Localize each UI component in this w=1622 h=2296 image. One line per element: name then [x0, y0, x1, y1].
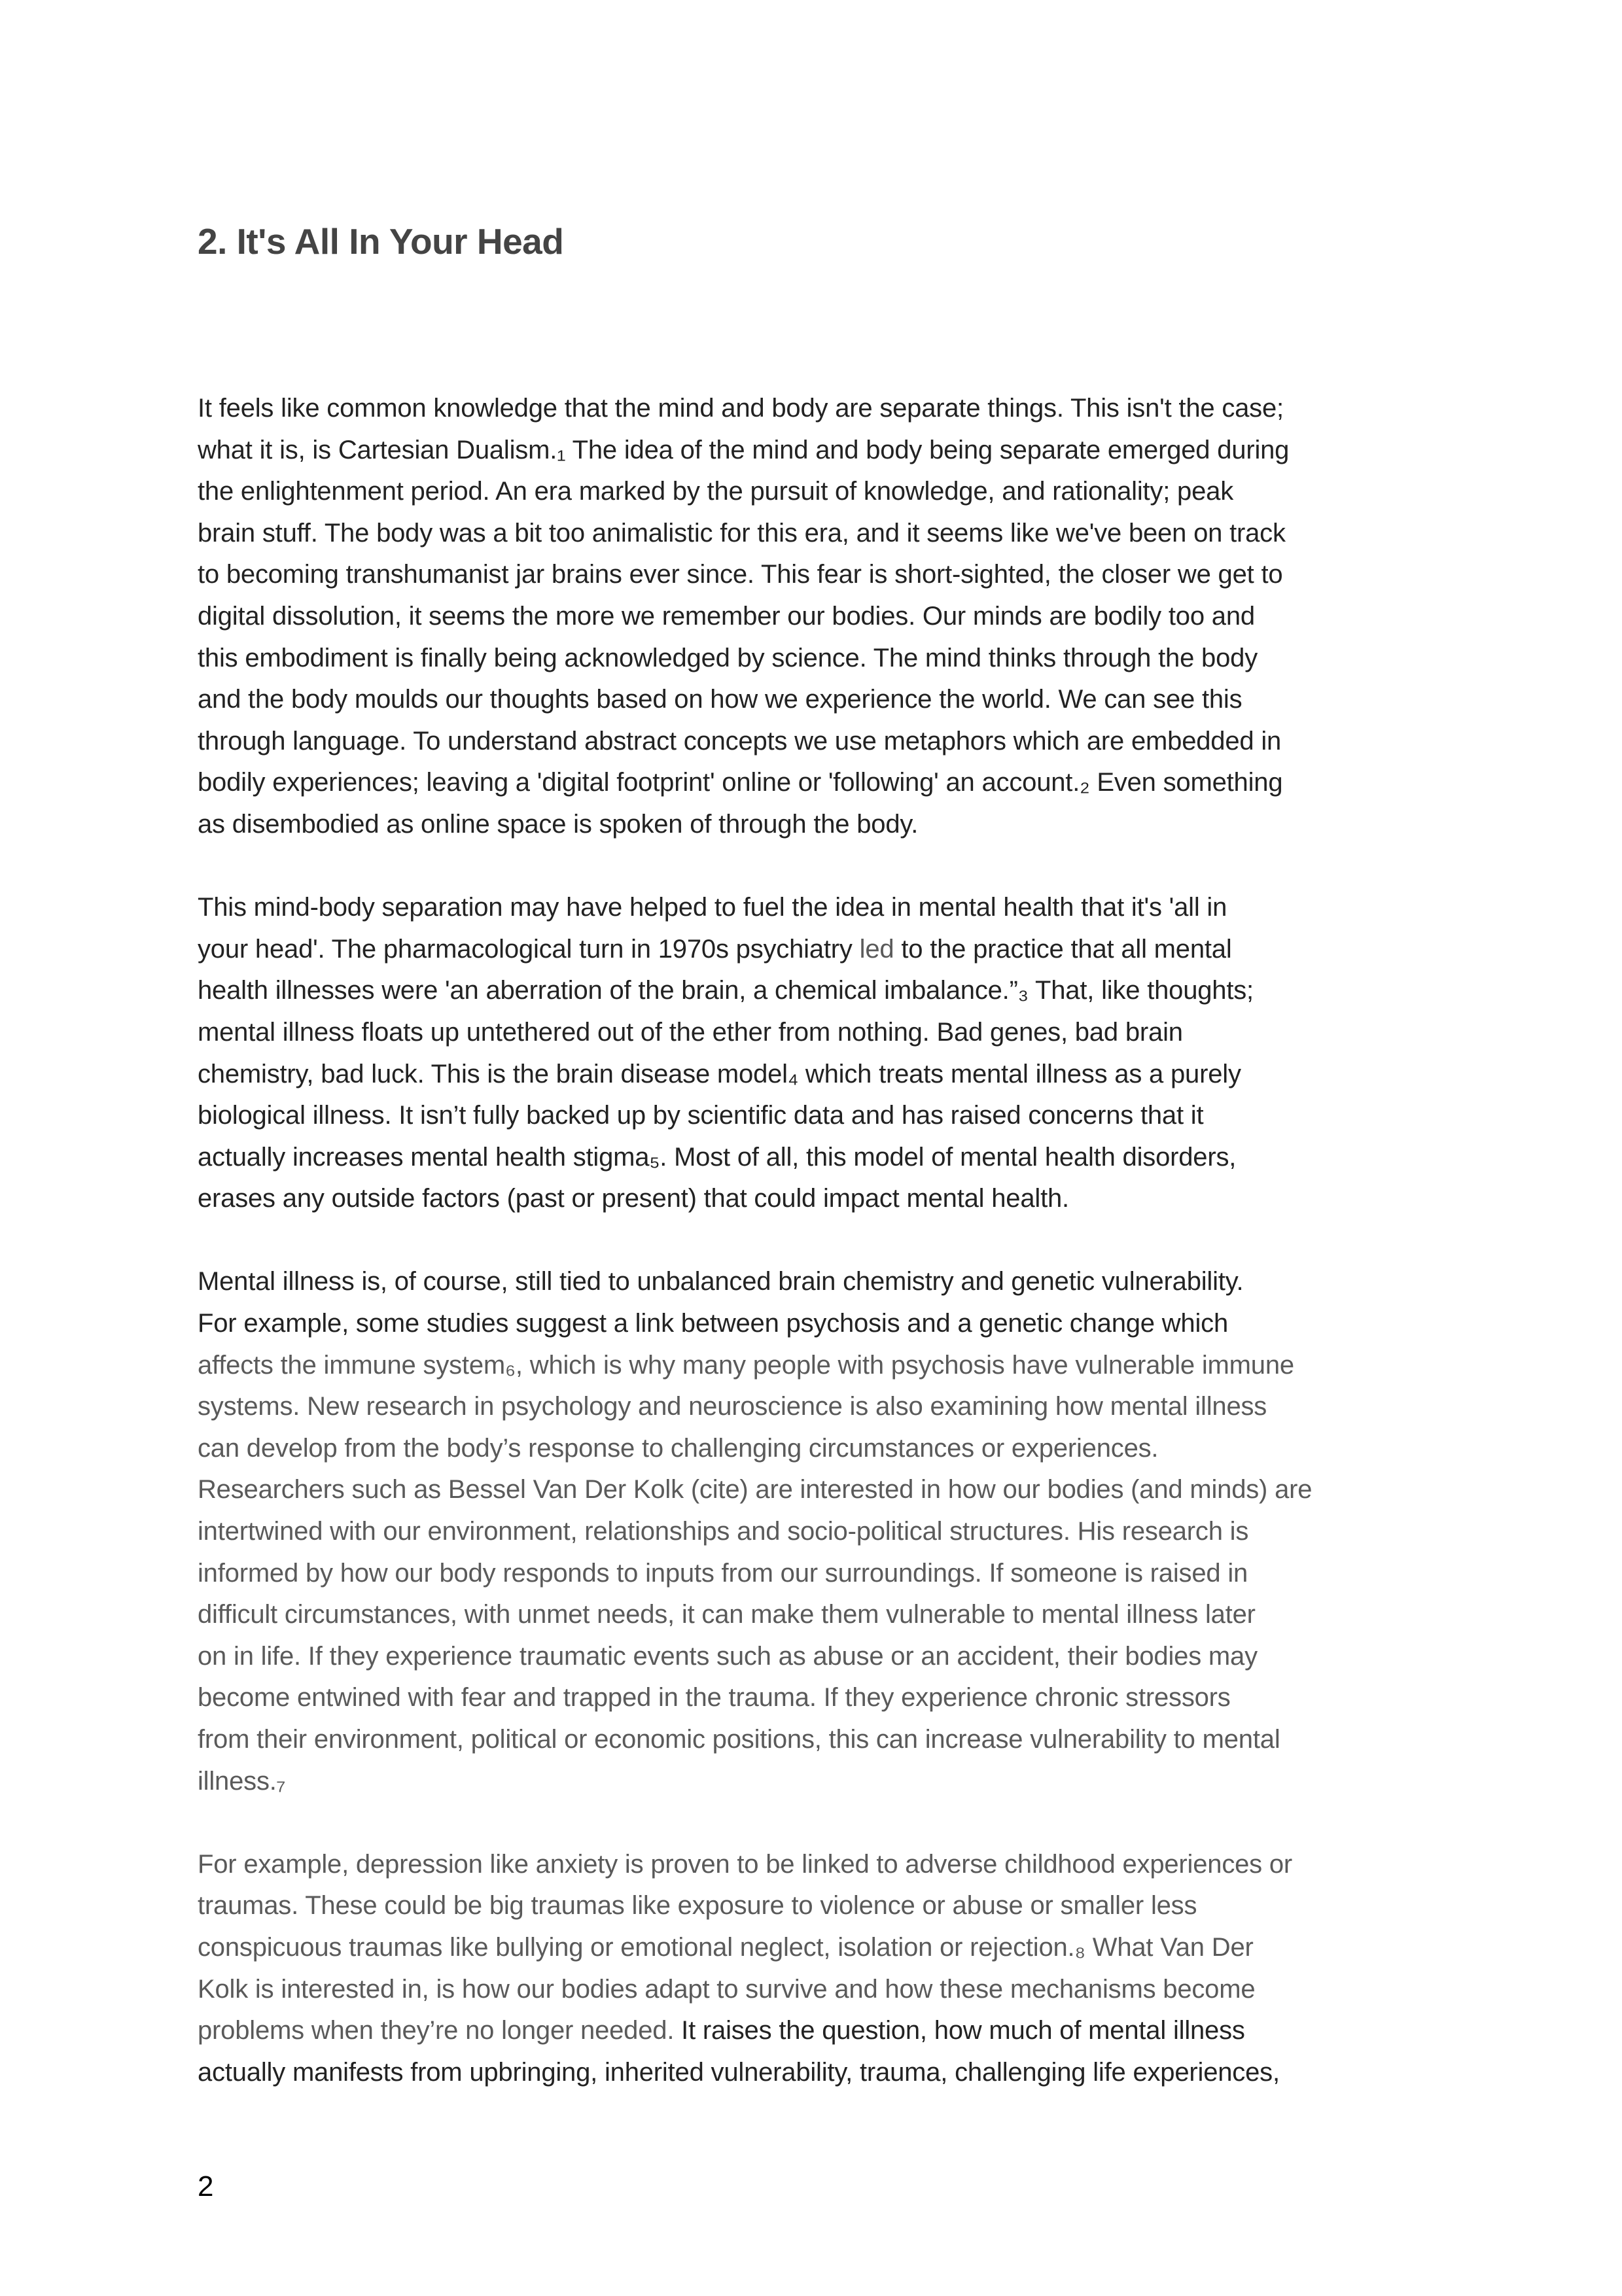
text-line — [198, 430, 1312, 472]
text-line — [198, 1386, 1312, 1428]
text-segment: from their environment, political or economic positions, this can increase vulnerability to mental — [198, 1725, 1280, 1754]
text-segment: intertwined with our environment, relationships and socio-political structures. His research is — [198, 1517, 1249, 1546]
text-segment: this embodiment is finally being acknowledged by science. The mind thinks through the body — [198, 643, 1258, 672]
text-line — [198, 638, 1312, 680]
text-segment: mental illness floats up untethered out of the ether from nothing. Bad genes, bad brain — [198, 1017, 1183, 1047]
text-segment: difficult circumstances, with unmet needs, it can make them vulnerable to mental illness later — [198, 1600, 1256, 1629]
text-line — [198, 1719, 1312, 1761]
page-number: 2 — [198, 2170, 214, 2202]
text-line — [198, 1636, 1312, 1678]
text-line — [198, 1927, 1312, 1969]
text-line — [198, 1677, 1312, 1719]
text-segment: as disembodied as online space is spoken of through the body. — [198, 809, 919, 839]
text-line — [198, 929, 1312, 971]
text-line — [198, 970, 1312, 1012]
text-line — [198, 1594, 1312, 1636]
text-segment: Researchers such as Bessel Van Der Kolk (cite) are interested in how our bodies (and minds) are — [198, 1475, 1313, 1505]
text-segment: and the body moulds our thoughts based on how we experience the world. We can see this — [198, 685, 1243, 714]
text-segment: on in life. If they experience traumatic events such as abuse or an accident, their bodies may — [198, 1641, 1258, 1671]
text-line — [198, 1428, 1312, 1470]
text-line — [198, 1303, 1312, 1345]
text-segment: This mind-body separation may have helped to fuel the idea in mental health that it's 'all in — [198, 893, 1227, 922]
text-segment: systems. New research in psychology and neuroscience is also examining how mental illness — [198, 1392, 1267, 1421]
text-line — [198, 1054, 1312, 1096]
text-segment: erases any outside factors (past or present) that could impact mental health. — [198, 1184, 1069, 1213]
text-line — [198, 1345, 1312, 1387]
text-segment: to becoming transhumanist jar brains ever since. This fear is short-sighted, the closer we get to — [198, 560, 1283, 589]
body-text — [198, 388, 1312, 2135]
text-segment: digital dissolution, it seems the more we remember our bodies. Our minds are bodily too and — [198, 601, 1255, 631]
section-heading: 2. It's All In Your Head — [198, 220, 564, 262]
text-line — [198, 804, 1312, 846]
text-segment: become entwined with fear and trapped in the trauma. If they experience chronic stressors — [198, 1683, 1231, 1713]
text-line — [198, 887, 1312, 929]
text-segment: traumas. These could be big traumas like exposure to violence or abuse or smaller less — [198, 1891, 1197, 1921]
paragraph — [198, 1844, 1312, 2094]
text-line — [198, 513, 1312, 555]
text-segment: illness.₇ — [198, 1766, 286, 1796]
text-segment: biological illness. It isn’t fully backed up by scientific data and has raised concerns that it — [198, 1101, 1204, 1130]
text-line — [198, 1885, 1312, 1927]
text-line — [198, 1261, 1312, 1303]
text-segment: For example, some studies suggest a link between psychosis and a genetic change which — [198, 1309, 1229, 1338]
text-line — [198, 2052, 1312, 2094]
text-segment: actually increases mental health stigma₅. Most of all, this model of mental health disorders, — [198, 1142, 1237, 1172]
text-segment: affects the immune system₆, which is why many people with psychosis have vulnerable immune — [198, 1350, 1294, 1380]
text-segment: problems when they’re no longer needed. — [198, 2016, 675, 2045]
text-line — [198, 1178, 1312, 1220]
text-line — [198, 471, 1312, 513]
text-segment: For example, depression like anxiety is proven to be linked to adverse childhood experiences or — [198, 1849, 1293, 1879]
text-segment: health illnesses were 'an aberration of the brain, a chemical imbalance.”₃ That, like thoughts; — [198, 976, 1254, 1005]
paragraph — [198, 887, 1312, 1220]
text-segment: informed by how our body responds to inputs from our surroundings. If someone is raised in — [198, 1558, 1248, 1588]
text-segment: brain stuff. The body was a bit too animalistic for this era, and it seems like we've been on track — [198, 518, 1286, 548]
text-segment: to the practice that all mental — [894, 934, 1232, 964]
text-line — [198, 1012, 1312, 1054]
text-line — [198, 1969, 1312, 2011]
text-line — [198, 1137, 1312, 1179]
text-line — [198, 554, 1312, 596]
text-segment: conspicuous traumas like bullying or emotional neglect, isolation or rejection.₈ What Van Der — [198, 1932, 1254, 1962]
text-segment: your head'. The pharmacological turn in 1970s psychiatry — [198, 934, 860, 964]
text-line — [198, 1844, 1312, 1886]
text-line — [198, 1553, 1312, 1595]
text-segment: through language. To understand abstract concepts we use metaphors which are embedded in — [198, 726, 1282, 756]
text-segment: can develop from the body’s response to challenging circumstances or experiences. — [198, 1433, 1159, 1463]
text-line — [198, 679, 1312, 721]
text-segment: the enlightenment period. An era marked by the pursuit of knowledge, and rationality; peak — [198, 477, 1233, 506]
text-line — [198, 1095, 1312, 1137]
text-segment: what it is, is Cartesian Dualism.₁ The idea of the mind and body being separate emerged during — [198, 435, 1290, 464]
text-segment: Kolk is interested in, is how our bodies adapt to survive and how these mechanisms become — [198, 1974, 1256, 2004]
text-line — [198, 596, 1312, 638]
text-segment: It raises the question, how much of mental illness — [674, 2016, 1245, 2045]
text-segment: It feels like common knowledge that the mind and body are separate things. This isn't the case; — [198, 394, 1284, 423]
text-segment: Mental illness is, of course, still tied to unbalanced brain chemistry and genetic vulnerability. — [198, 1267, 1244, 1296]
text-line — [198, 1469, 1312, 1511]
text-line — [198, 1761, 1312, 1803]
paragraph — [198, 1261, 1312, 1802]
text-line — [198, 1511, 1312, 1553]
text-line — [198, 762, 1312, 804]
text-segment: chemistry, bad luck. This is the brain disease model₄ which treats mental illness as a purely — [198, 1059, 1241, 1088]
text-line — [198, 388, 1312, 430]
text-segment: bodily experiences; leaving a 'digital footprint' online or 'following' an account.₂ Even something — [198, 768, 1283, 797]
text-segment: led — [859, 934, 894, 964]
paragraph — [198, 388, 1312, 846]
text-line — [198, 2010, 1312, 2052]
text-segment: actually manifests from upbringing, inherited vulnerability, trauma, challenging life experiences, — [198, 2057, 1280, 2087]
text-line — [198, 721, 1312, 763]
